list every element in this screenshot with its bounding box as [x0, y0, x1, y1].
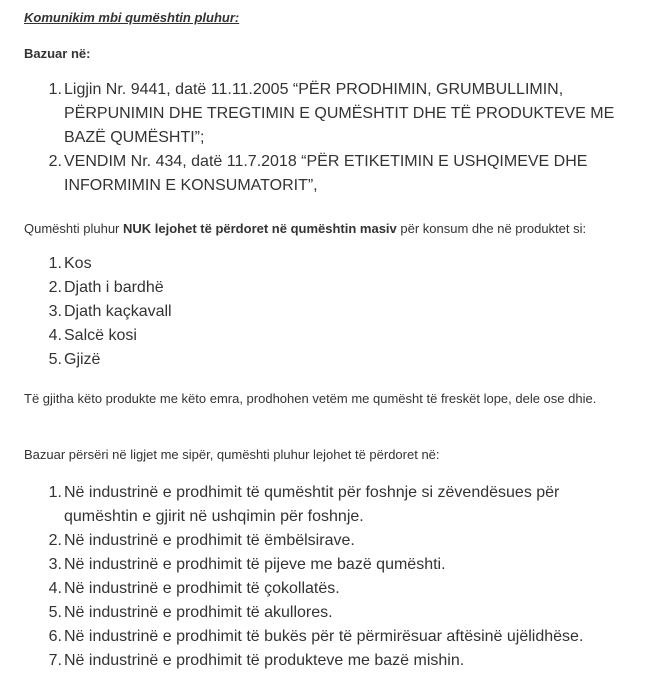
list-item: 1. Ligjin Nr. 9441, datë 11.11.2005 “PËR PRODHIMIN, GRUMBULLIMIN, PËRPUNIMIN DHE TREGTIMIN E QUMËSHTIT DHE TË PRODUKTEVE ME BAZË QUMËSHTI”;: [48, 81, 615, 146]
based-on-heading: Bazuar në:: [24, 46, 91, 61]
emphasis-not-allowed: NUK lejohet të përdoret në qumështin masiv: [123, 221, 397, 236]
list-item: 4. Salcë kosi: [48, 327, 137, 344]
list-item: 3. Djath kaçkavall: [48, 303, 172, 320]
list-item: 6. Në industrinë e prodhimit të bukës për të përmirësuar aftësinë ujëlidhëse.: [48, 628, 584, 645]
list-item: 5. Gjizë: [48, 351, 101, 368]
list-item: 3. Në industrinë e prodhimit të pijeve me bazë qumështi.: [48, 556, 446, 573]
paragraph-allowed: Bazuar përsëri në ligjet me sipër, qumështi pluhur lejohet të përdoret në:: [24, 447, 440, 462]
list-item: 2. Djath i bardhë: [48, 279, 164, 296]
page-title: Komunikim mbi qumështin pluhur:: [24, 10, 240, 25]
paragraph-not-allowed: Qumështi pluhur NUK lejohet të përdoret në qumështin masiv për konsum dhe në produktet si:: [24, 221, 587, 236]
products-list: [24, 252, 624, 372]
list-item: 2. VENDIM Nr. 434, datë 11.7.2018 “PËR ETIKETIMIN E USHQIMEVE DHE INFORMIMIN E KONSUMATORIT”,: [48, 153, 588, 194]
list-item: 2. Në industrinë e prodhimit të ëmbëlsirave.: [48, 532, 355, 549]
list-item: 4. Në industrinë e prodhimit të çokollatës.: [48, 580, 340, 597]
list-item: 5. Në industrinë e prodhimit të akullores.: [48, 604, 333, 621]
list-item: 1. Në industrinë e prodhimit të qumështit për foshnje si zëvendësues për qumështin e gjirit në ushqimin për foshnje.: [48, 484, 560, 525]
list-item: 1. Kos: [48, 255, 92, 272]
list-item: 7. Në industrinë e prodhimit të produkteve me bazë mishin.: [48, 652, 465, 669]
paragraph-fresh-milk: Të gjitha këto produkte me këto emra, prodhohen vetëm me qumësht të freskët lope, dele ose dhie.: [24, 391, 597, 406]
laws-list: [24, 78, 624, 198]
uses-list: [24, 481, 584, 673]
